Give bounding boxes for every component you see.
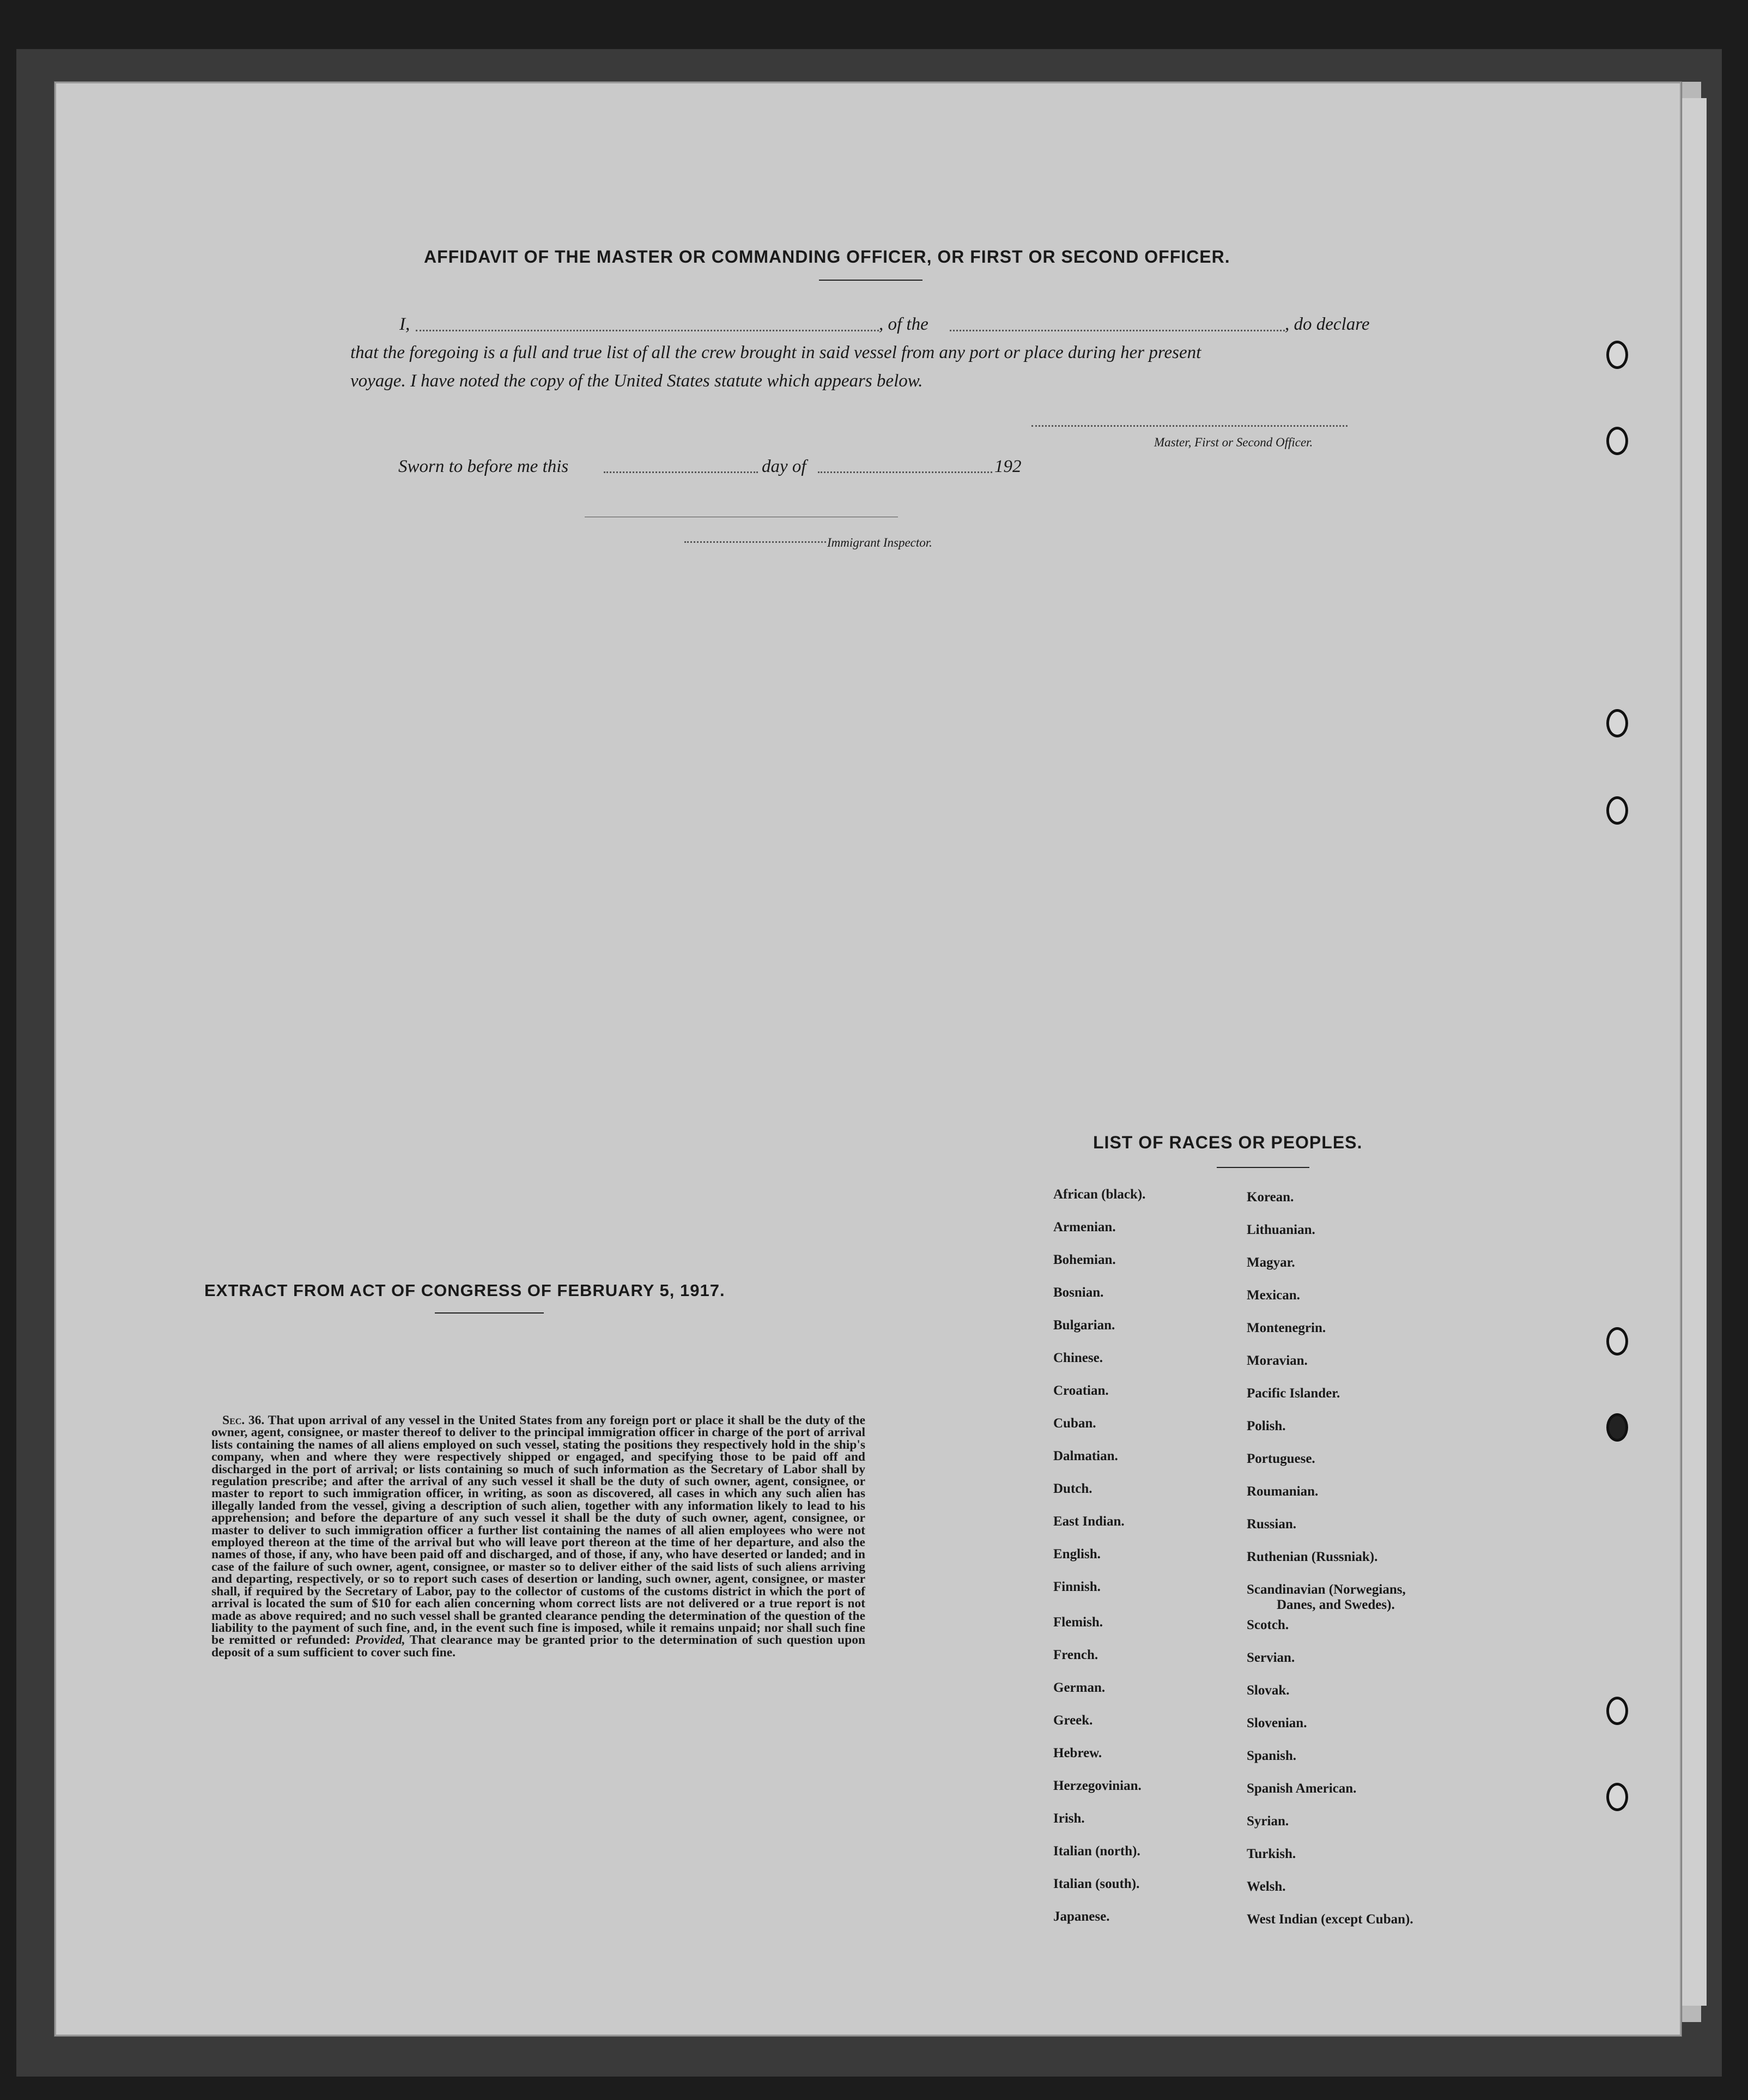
race-item: Spanish American.: [1247, 1781, 1357, 1796]
race-item: Welsh.: [1247, 1879, 1286, 1894]
extract-title: EXTRACT FROM ACT OF CONGRESS OF FEBRUARY 5, 1917.: [204, 1281, 725, 1300]
extract-text-end: That clearance may be granted prior to the determination of such question upon deposit of a sum sufficient to cover such fine.: [211, 1633, 866, 1660]
affidavit-line-3: voyage. I have noted the copy of the United States statute which appears below.: [350, 371, 923, 391]
master-signature-line: [1031, 425, 1348, 427]
race-item: Slovak.: [1247, 1683, 1290, 1698]
binder-hole: [1606, 709, 1628, 737]
race-item: Mexican.: [1247, 1288, 1300, 1303]
sworn-day-of-label: day of: [762, 457, 806, 476]
race-item: Croatian.: [1053, 1383, 1109, 1398]
race-item: Italian (north).: [1053, 1844, 1140, 1859]
document-page: [54, 82, 1682, 2036]
race-item: Bosnian.: [1053, 1285, 1104, 1300]
race-item: Pacific Islander.: [1247, 1386, 1340, 1401]
affidavit-title: AFFIDAVIT OF THE MASTER OR COMMANDING OFFICER, OR FIRST OR SECOND OFFICER.: [424, 247, 1230, 267]
race-item: Montenegrin.: [1247, 1321, 1326, 1335]
race-item: Herzegovinian.: [1053, 1778, 1142, 1793]
race-item: Bohemian.: [1053, 1252, 1116, 1267]
extract-title-underline: [435, 1312, 544, 1314]
affidavit-i-label: I,: [399, 314, 410, 334]
race-item: Roumanian.: [1247, 1484, 1319, 1499]
race-item: Portuguese.: [1247, 1451, 1315, 1466]
races-title: LIST OF RACES OR PEOPLES.: [1093, 1133, 1363, 1152]
extract-provided: Provided,: [355, 1633, 405, 1648]
race-item-continued: Danes, and Swedes).: [1277, 1597, 1395, 1612]
race-item: Hebrew.: [1053, 1746, 1102, 1760]
sworn-label: Sworn to before me this: [398, 457, 569, 476]
extract-section-label: Sec. 36.: [222, 1413, 265, 1427]
binder-hole: [1606, 1327, 1628, 1355]
race-item: Bulgarian.: [1053, 1318, 1115, 1333]
race-item: Lithuanian.: [1247, 1223, 1315, 1237]
race-item: Finnish.: [1053, 1579, 1101, 1594]
race-item: German.: [1053, 1680, 1106, 1695]
title-underline: [819, 280, 922, 281]
extract-text-main: That upon arrival of any vessel in the United States from any foreign port or place it shall be the duty of the owner, agent, consignee, or master thereof to deliver to the principal immigration officer in charge of the port of arrival lists containing the names of all aliens employed on such vessel, stating the positions they respectively hold in the ship's company, when and where they were respectively shipped or engaged, and specifying those to be paid off and discharged in the port of arrival; or lists containing so much of such information as the Secretary of Labor shall by regulation prescribe; and after the arrival of any such vessel it shall be the duty of such owner, agent, consignee, or master to report to such immigration officer, in writing, as soon as discovered, all cases in which any such alien has illegally landed from the vessel, giving a description of such alien, together with any information likely to lead to his apprehension; and before the departure of any such vessel it shall be the duty of such owner, agent, consignee, or master to deliver to such immigration officer a further list containing the names of all alien employees who were not employed thereon at the time of the arrival but who will leave port thereon at the time of her departure, and also the names of those, if any, who have been paid off and discharged, and of those, if any, who have deserted or landed; and in case of the failure of such owner, agent, consignee, or master so to deliver either of the said lists of such aliens arriving and departing, respectively, or so to report such cases of desertion or landing, such owner, agent, consignee, or master shall, if required by the Secretary of Labor, pay to the collector of customs of the customs district in which the port of arrival is located the sum of $10 for each alien concerning whom correct lists are not delivered or a true report is not made as above required; and no such vessel shall be granted clearance pending the determination of the question of the liability to the payment of such fine, and, in the event such fine is imposed, while it remains unpaid; nor shall such fine be remitted or refunded:: [211, 1413, 866, 1648]
sworn-month-line: [818, 471, 992, 473]
race-item: Japanese.: [1053, 1909, 1110, 1924]
affidavit-of-the-label: , of the: [879, 314, 928, 334]
race-item: West Indian (except Cuban).: [1247, 1912, 1413, 1927]
affidavit-line-2: that the foregoing is a full and true list of all the crew brought in said vessel from any port or place during her present: [350, 343, 1201, 362]
race-item: Polish.: [1247, 1419, 1286, 1433]
race-item: Greek.: [1053, 1713, 1093, 1728]
races-title-underline: [1217, 1167, 1309, 1168]
binder-hole: [1606, 796, 1628, 825]
inspector-caption: Immigrant Inspector.: [827, 536, 932, 549]
race-item: Moravian.: [1247, 1353, 1308, 1368]
race-item: East Indian.: [1053, 1514, 1125, 1529]
master-signature-caption: Master, First or Second Officer.: [1154, 435, 1313, 449]
binder-hole: [1606, 341, 1628, 369]
race-item: Syrian.: [1247, 1814, 1289, 1829]
race-item: Russian.: [1247, 1517, 1297, 1532]
race-item: Cuban.: [1053, 1416, 1096, 1431]
inspector-signature-line: [684, 541, 826, 543]
race-item: Scotch.: [1247, 1618, 1289, 1632]
binder-hole: [1606, 427, 1628, 455]
race-item: Dutch.: [1053, 1481, 1092, 1496]
race-item: African (black).: [1053, 1187, 1146, 1202]
race-item: Dalmatian.: [1053, 1449, 1118, 1463]
race-item: Chinese.: [1053, 1351, 1103, 1365]
race-item: Turkish.: [1247, 1847, 1296, 1861]
race-item: Irish.: [1053, 1811, 1085, 1826]
race-item: Flemish.: [1053, 1615, 1103, 1630]
binder-hole: [1606, 1783, 1628, 1811]
sworn-year-label: 192: [994, 457, 1022, 476]
race-item: Italian (south).: [1053, 1877, 1140, 1891]
affidavit-declare-label: , do declare: [1285, 314, 1370, 334]
race-item: Armenian.: [1053, 1220, 1116, 1234]
name-blank-line: [416, 330, 879, 331]
sworn-day-line: [604, 471, 758, 473]
race-item: Slovenian.: [1247, 1716, 1307, 1730]
extract-body: [211, 1414, 865, 1659]
race-item: Scandinavian (Norwegians,: [1247, 1582, 1406, 1597]
race-item: Magyar.: [1247, 1255, 1295, 1270]
vessel-blank-line: [950, 330, 1285, 331]
race-item: Spanish.: [1247, 1748, 1297, 1763]
race-item: English.: [1053, 1547, 1101, 1562]
binder-hole: [1606, 1697, 1628, 1725]
race-item: Servian.: [1247, 1650, 1295, 1665]
binder-hole: [1606, 1413, 1628, 1442]
race-item: Ruthenian (Russniak).: [1247, 1550, 1378, 1564]
race-item: French.: [1053, 1648, 1098, 1662]
race-item: Korean.: [1247, 1190, 1294, 1205]
